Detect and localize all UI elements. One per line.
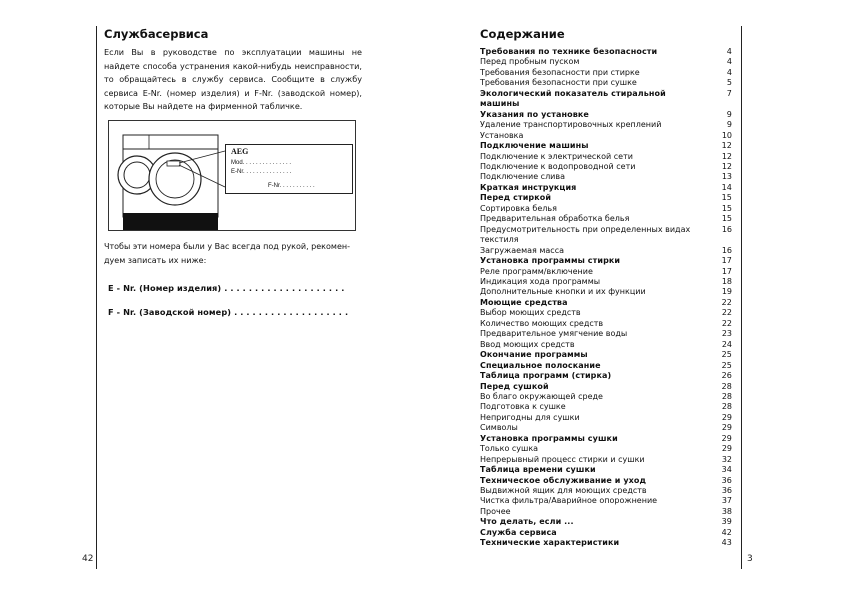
toc-entry-label: Служба сервиса (480, 527, 557, 537)
rating-plate (225, 144, 353, 194)
toc-entry-page: 15 (721, 203, 732, 213)
plate-fnr-line: F-Nr. . . . . . . . . . . (268, 183, 315, 189)
toc-entry-label: Предварительное умягчение воды (480, 329, 628, 339)
toc-entry-page: 7 (726, 88, 732, 98)
toc-entry-label: Краткая инструкция (480, 182, 577, 192)
toc-entry (480, 225, 732, 246)
toc-entry (480, 172, 732, 182)
product-number-field: E - Nr. (Номер изделия) . . . . . . . . . . . . . . . . . . . . (108, 283, 345, 293)
toc-entry-page: 16 (721, 245, 732, 255)
toc-entry (480, 68, 732, 78)
serial-number-field: F - Nr. (Заводской номер) . . . . . . . . . . . . . . . . . . . (108, 307, 349, 317)
toc-entry-page: 15 (721, 214, 732, 224)
service-intro-text (104, 46, 362, 114)
table-of-contents (480, 47, 732, 549)
toc-entry (480, 204, 732, 214)
toc-entry (480, 496, 732, 506)
toc-entry (480, 267, 732, 277)
toc-entry-page: 17 (721, 256, 732, 266)
toc-entry-page: 29 (721, 433, 732, 443)
toc-entry (480, 246, 732, 256)
toc-entry (480, 78, 732, 88)
toc-entry-page: 4 (726, 67, 732, 77)
toc-entry-label: Загружаемая масса (480, 245, 565, 255)
toc-entry-page: 14 (721, 182, 732, 192)
toc-entry-page: 4 (726, 57, 732, 67)
service-intro-paragraph: Если Вы в руководстве по эксплуатации машины не найдете способа устранения какой-нибудь неисправности, то обращайтесь в службу сервиса. Сообщите в службу сервиса E-Nr. (номер изделия) и F-Nr. (заводской номер), которые Вы найдете на фирменной табличке. (104, 47, 362, 111)
right-page-title: Содержание (480, 27, 565, 41)
toc-entry-label: Требования по технике безопасности (480, 47, 658, 56)
toc-entry-page: 29 (721, 444, 732, 454)
toc-entry-page: 5 (726, 78, 732, 88)
toc-entry (480, 152, 732, 162)
toc-entry-page: 19 (721, 287, 732, 297)
toc-entry-label: Моющие средства (480, 297, 568, 307)
toc-entry (480, 141, 732, 151)
right-margin-rule (741, 26, 742, 569)
toc-entry-label: Непригодны для сушки (480, 412, 580, 422)
toc-entry-label: Чистка фильтра/Аварийное опорожнение (480, 496, 658, 506)
toc-entry-page: 13 (721, 172, 732, 182)
left-margin-rule (96, 26, 97, 569)
toc-entry-page: 12 (721, 141, 732, 151)
toc-entry (480, 382, 732, 392)
toc-entry-page: 32 (721, 454, 732, 464)
toc-entry (480, 287, 732, 297)
toc-entry-page: 12 (721, 161, 732, 171)
toc-entry (480, 319, 732, 329)
toc-entry-page: 10 (721, 130, 732, 140)
toc-entry-page: 42 (721, 527, 732, 537)
toc-entry-label: Удаление транспортировочных креплений (480, 120, 662, 130)
toc-entry-label: Ввод моющих средств (480, 339, 575, 349)
toc-entry-page: 17 (721, 266, 732, 276)
left-page-title: Службасервиса (104, 27, 209, 41)
toc-entry (480, 465, 732, 475)
toc-entry-label: Только сушка (480, 444, 539, 454)
toc-entry-page: 43 (721, 538, 732, 548)
toc-entry-page: 22 (721, 308, 732, 318)
toc-entry (480, 413, 732, 423)
toc-entry-label: Подготовка к сушке (480, 402, 566, 412)
toc-entry-label: Специальное полоскание (480, 360, 601, 370)
toc-entry (480, 256, 732, 266)
toc-entry-label: Окончание программы (480, 350, 588, 360)
toc-entry-page: 23 (721, 329, 732, 339)
toc-entry-label: Установка программы стирки (480, 256, 621, 266)
rating-plate-illustration (108, 120, 356, 231)
toc-entry-label: Таблица программ (стирка) (480, 371, 612, 381)
toc-entry-page: 18 (721, 276, 732, 286)
toc-entry-label: Предусмотрительность при определенных видах текстиля (480, 224, 691, 245)
toc-entry-label: Что делать, если ... (480, 517, 574, 527)
toc-entry-label: Указания по установке (480, 109, 589, 119)
toc-entry-label: Подключение к электрической сети (480, 151, 633, 161)
toc-entry-page: 15 (721, 193, 732, 203)
toc-entry (480, 538, 732, 548)
toc-entry (480, 423, 732, 433)
toc-entry-page: 28 (721, 402, 732, 412)
toc-entry-label: Дополнительные кнопки и их функции (480, 287, 646, 297)
toc-entry-page: 29 (721, 423, 732, 433)
toc-entry (480, 486, 732, 496)
toc-entry-page: 9 (726, 120, 732, 130)
toc-entry-label: Во благо окружающей среде (480, 391, 603, 401)
toc-entry (480, 298, 732, 308)
toc-entry (480, 131, 732, 141)
toc-entry-label: Установка программы сушки (480, 433, 618, 443)
right-page-number: 3 (747, 554, 753, 564)
toc-entry-page: 37 (721, 496, 732, 506)
toc-entry (480, 361, 732, 371)
toc-entry-label: Реле программ/включение (480, 266, 593, 276)
toc-entry-page: 39 (721, 517, 732, 527)
toc-entry (480, 350, 732, 360)
toc-entry-page: 25 (721, 360, 732, 370)
toc-entry-page: 22 (721, 297, 732, 307)
toc-entry-label: Техническое обслуживание и уход (480, 475, 647, 485)
toc-entry (480, 183, 732, 193)
toc-entry-label: Символы (480, 423, 518, 433)
toc-entry-page: 25 (721, 350, 732, 360)
toc-entry-label: Требования безопасности при стирке (480, 67, 640, 77)
toc-entry-page: 24 (721, 339, 732, 349)
plate-enr-line: E-Nr. . . . . . . . . . . . . . . (231, 169, 292, 175)
toc-entry-label: Перед стиркой (480, 193, 552, 203)
toc-entry-page: 12 (721, 151, 732, 161)
toc-entry-label: Предварительная обработка белья (480, 214, 630, 224)
toc-entry (480, 517, 732, 527)
toc-entry-label: Таблица времени сушки (480, 465, 596, 475)
toc-entry-page: 22 (721, 318, 732, 328)
toc-entry-label: Перед сушкой (480, 381, 549, 391)
toc-entry-label: Выбор моющих средств (480, 308, 581, 318)
toc-entry-label: Технические характеристики (480, 538, 620, 548)
toc-entry (480, 110, 732, 120)
toc-entry-label: Количество моющих средств (480, 318, 604, 328)
toc-entry (480, 528, 732, 538)
toc-entry-label: Непрерывный процесс стирки и сушки (480, 454, 645, 464)
toc-entry-page: 34 (721, 465, 732, 475)
toc-entry (480, 162, 732, 172)
toc-entry (480, 392, 732, 402)
aeg-logo: AEG (231, 147, 249, 156)
toc-entry-label: Установка (480, 130, 524, 140)
toc-entry-page: 9 (726, 109, 732, 119)
toc-entry-page: 28 (721, 381, 732, 391)
toc-entry (480, 476, 732, 486)
toc-entry (480, 507, 732, 517)
toc-entry-label: Сортировка белья (480, 203, 557, 213)
toc-entry (480, 120, 732, 130)
toc-entry-label: Прочее (480, 506, 511, 516)
toc-entry-page: 16 (721, 224, 732, 234)
toc-entry-label: Индикация хода программы (480, 276, 601, 286)
toc-entry (480, 402, 732, 412)
toc-entry (480, 57, 732, 67)
toc-entry (480, 371, 732, 381)
toc-entry (480, 214, 732, 224)
toc-entry (480, 47, 732, 57)
toc-entry-page: 36 (721, 475, 732, 485)
toc-entry-label: Выдвижной ящик для моющих средств (480, 486, 647, 496)
record-numbers-note (104, 240, 362, 267)
toc-entry (480, 329, 732, 339)
toc-entry (480, 444, 732, 454)
toc-entry (480, 193, 732, 203)
toc-entry-page: 29 (721, 412, 732, 422)
toc-entry (480, 308, 732, 318)
record-numbers-paragraph: Чтобы эти номера были у Вас всегда под рукой, рекомендуем записать их ниже: (104, 242, 350, 265)
toc-entry (480, 277, 732, 287)
toc-entry-label: Подключение машины (480, 141, 589, 151)
toc-entry-page: 26 (721, 371, 732, 381)
toc-entry-page: 36 (721, 486, 732, 496)
toc-entry-label: Подключение к водопроводной сети (480, 161, 636, 171)
toc-entry (480, 434, 732, 444)
plate-mod-line: Mod. . . . . . . . . . . . . . . (231, 160, 292, 166)
toc-entry (480, 340, 732, 350)
toc-entry-label: Экологический показатель стиральной машины (480, 88, 666, 109)
left-page-number: 42 (82, 554, 94, 564)
toc-entry-page: 38 (721, 506, 732, 516)
toc-entry-label: Требования безопасности при сушке (480, 78, 637, 88)
toc-entry-label: Перед пробным пуском (480, 57, 580, 67)
toc-entry (480, 89, 732, 110)
toc-entry (480, 455, 732, 465)
toc-entry-page: 28 (721, 391, 732, 401)
toc-entry-page: 4 (726, 47, 732, 56)
toc-entry-label: Подключение слива (480, 172, 565, 182)
